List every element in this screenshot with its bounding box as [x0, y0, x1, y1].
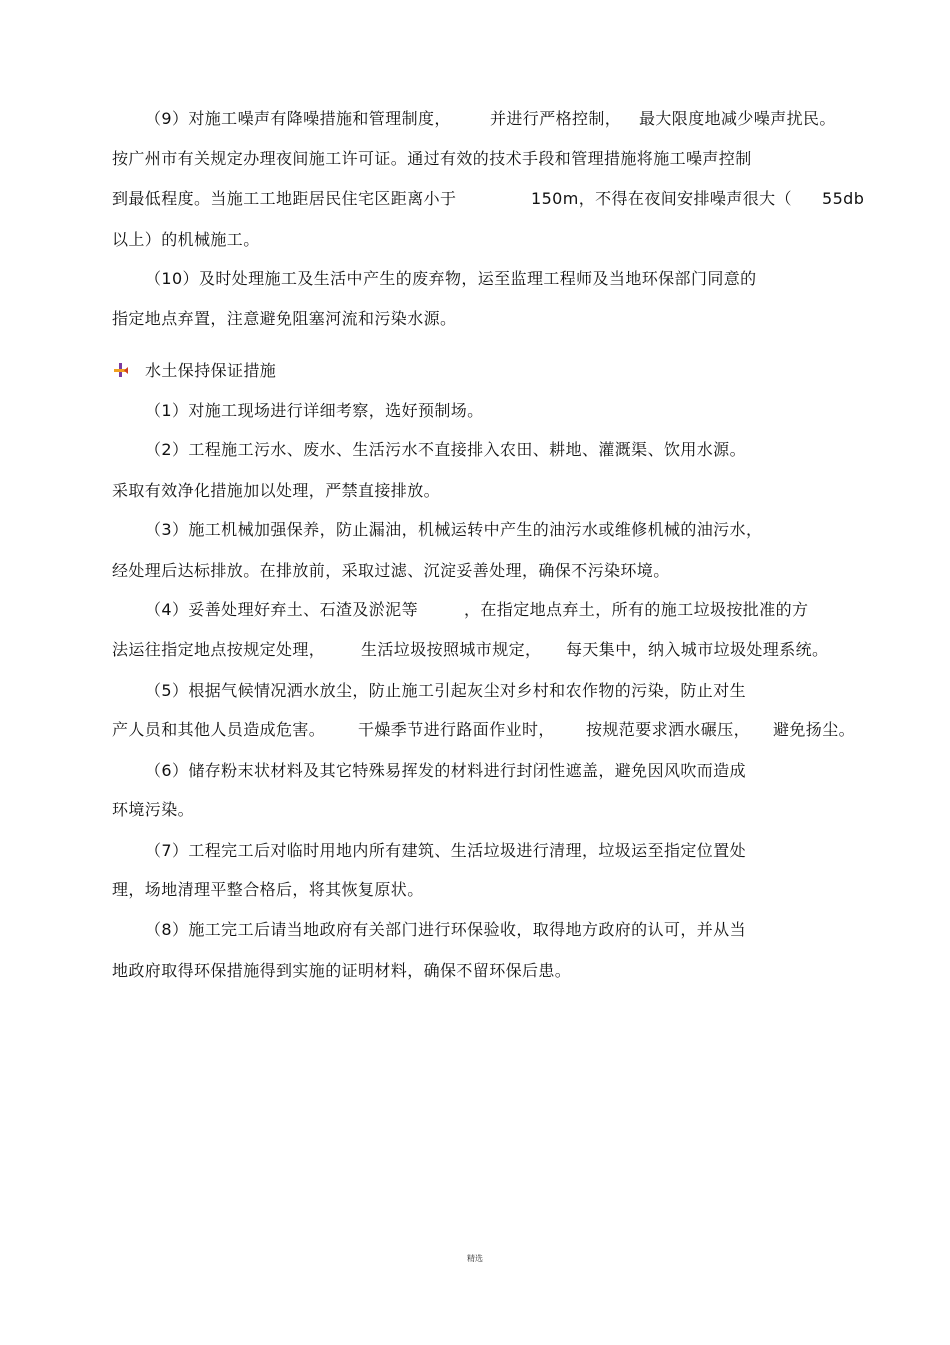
p9-line3-b: 150m，不得在夜间安排噪声很大（ [531, 189, 792, 208]
item5-line2-b: 干燥季节进行路面作业时， [358, 720, 555, 739]
p9-line3-a: 到最低程度。当施工工地距居民住宅区距离小于 [112, 189, 457, 208]
item8-line1: （8）施工完工后请当地政府有关部门进行环保验收，取得地方政府的认可，并从当 [145, 920, 746, 939]
item4-line1-b: ，在指定地点弃土，所有的施工垃圾按批准的方 [464, 600, 809, 619]
item5-line1: （5）根据气候情况洒水放尘，防止施工引起灰尘对乡村和农作物的污染，防止对生 [145, 681, 746, 700]
item4-line1-a: （4）妥善处理好弃土、石渣及淤泥等 [145, 600, 418, 619]
item5-line2-c: 按规范要求洒水碾压， [586, 720, 751, 739]
item4-line2-a: 法运往指定地点按规定处理， [112, 640, 326, 659]
section-heading: 水土保持保证措施 [145, 361, 277, 380]
item7-line1: （7）工程完工后对临时用地内所有建筑、生活垃圾进行清理，垃圾运至指定位置处 [145, 841, 746, 860]
item5-line2-d: 避免扬尘。 [773, 720, 856, 739]
p10-line1: （10）及时处理施工及生活中产生的废弃物，运至监理工程师及当地环保部门同意的 [145, 269, 757, 288]
item4-line2-b: 生活垃圾按照城市规定， [361, 640, 542, 659]
p9-line1-b: 并进行严格控制， [490, 109, 622, 128]
item3-line1: （3）施工机械加强保养，防止漏油，机械运转中产生的油污水或维修机械的油污水， [145, 520, 763, 539]
p9-line2: 按广州市有关规定办理夜间施工许可证。通过有效的技术手段和管理措施将施工噪声控制 [112, 149, 752, 168]
item2-line2: 采取有效净化措施加以处理，严禁直接排放。 [112, 481, 441, 500]
bullet-arrow-icon [113, 362, 129, 378]
page-footer: 精选 [467, 1254, 483, 1263]
item1-line1: （1）对施工现场进行详细考察，选好预制场。 [145, 401, 484, 420]
item7-line2: 理，场地清理平整合格后，将其恢复原状。 [112, 880, 424, 899]
p10-line2: 指定地点弃置，注意避免阻塞河流和污染水源。 [112, 309, 457, 328]
item2-line1: （2）工程施工污水、废水、生活污水不直接排入农田、耕地、灌溉渠、饮用水源。 [145, 440, 746, 459]
item6-line2: 环境污染。 [112, 800, 195, 819]
item3-line2: 经处理后达标排放。在排放前，采取过滤、沉淀妥善处理，确保不污染环境。 [112, 561, 670, 580]
p9-line1-c: 最大限度地减少噪声扰民。 [639, 109, 836, 128]
item4-line2-c: 每天集中，纳入城市垃圾处理系统。 [566, 640, 829, 659]
item8-line2: 地政府取得环保措施得到实施的证明材料，确保不留环保后患。 [112, 961, 572, 980]
p9-line4: 以上）的机械施工。 [112, 230, 260, 249]
item6-line1: （6）储存粉末状材料及其它特殊易挥发的材料进行封闭性遮盖，避免因风吹而造成 [145, 761, 746, 780]
p9-line3-c: 55db [822, 189, 865, 208]
item5-line2-a: 产人员和其他人员造成危害。 [112, 720, 326, 739]
p9-line1: （9）对施工噪声有降噪措施和管理制度， [145, 109, 451, 128]
